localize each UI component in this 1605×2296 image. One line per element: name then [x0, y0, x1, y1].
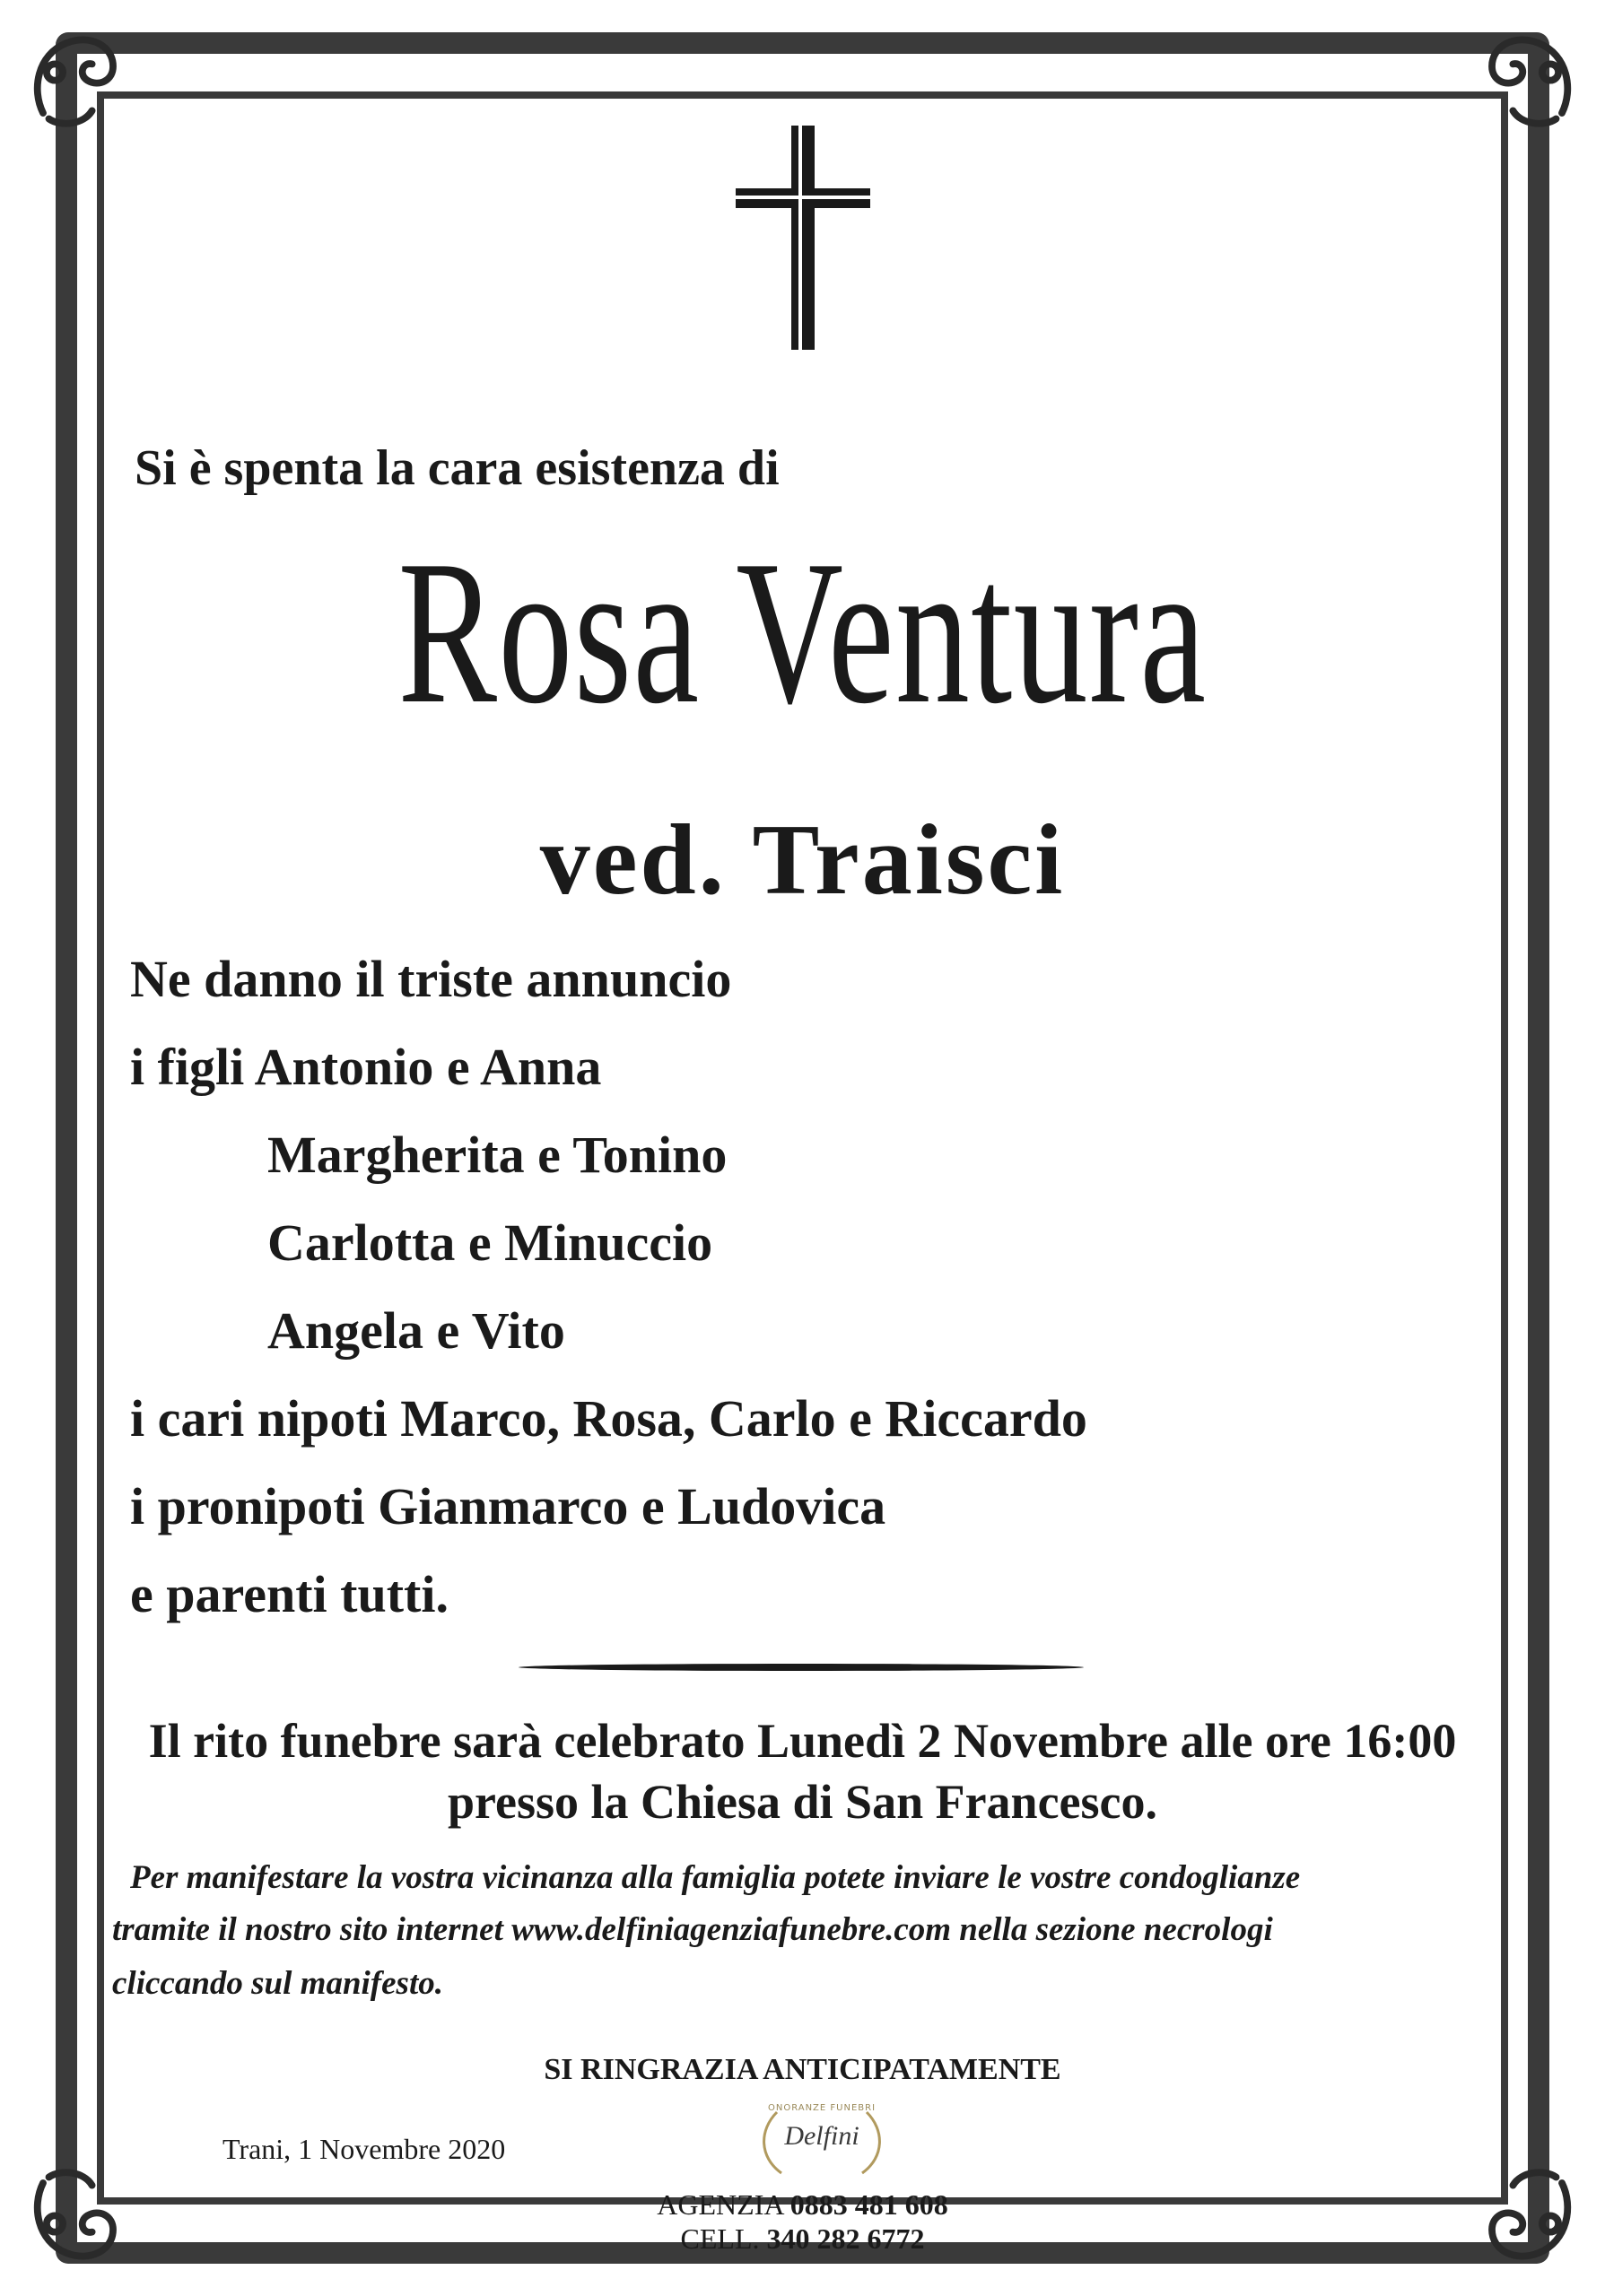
- place-date: Trani, 1 Novembre 2020: [222, 2133, 506, 2165]
- thanks-text: SI RINGRAZIA ANTICIPATAMENTE: [544, 2053, 1061, 2086]
- agency-label: AGENZIA: [657, 2188, 790, 2221]
- deceased-name: Rosa Ventura: [397, 517, 1208, 746]
- intro-text: Si è spenta la cara esistenza di: [135, 440, 780, 496]
- agency-logo: [741, 2094, 903, 2184]
- cell-phone: [0, 2222, 1605, 2256]
- condolence-note: cliccando sul manifesto.: [112, 1965, 443, 2002]
- family-line: Ne danno il triste annuncio: [130, 950, 732, 1008]
- family-line: i figli Antonio e Anna: [130, 1038, 602, 1096]
- family-line: Carlotta e Minuccio: [267, 1213, 713, 1272]
- cell-label: CELL.: [680, 2222, 767, 2255]
- condolence-note: tramite il nostro sito internet www.delfiniagenziafunebre.com nella sezione necrologi: [112, 1911, 1273, 1948]
- divider: [519, 1664, 1084, 1671]
- family-line: Margherita e Tonino: [267, 1126, 728, 1184]
- logo-top-text: ONORANZE FUNEBRI: [767, 2103, 877, 2113]
- rite-line: presso la Chiesa di San Francesco.: [447, 1775, 1158, 1829]
- widow-line: ved. Traisci: [539, 804, 1066, 916]
- family-line: Angela e Vito: [267, 1301, 565, 1360]
- logo-name: Delfini: [784, 2121, 859, 2151]
- rite-line: Il rito funebre sarà celebrato Lunedì 2 Novembre alle ore 16:00: [148, 1714, 1457, 1768]
- cross-icon: [736, 126, 870, 359]
- agency-phone: [0, 2188, 1605, 2222]
- family-line: i cari nipoti Marco, Rosa, Carlo e Riccardo: [130, 1389, 1087, 1448]
- corner-ornament-icon: [1469, 20, 1585, 136]
- agency-number: 0883 481 608: [789, 2188, 948, 2221]
- condolence-note: Per manifestare la vostra vicinanza alla famiglia potete inviare le vostre condoglianze: [130, 1859, 1301, 1896]
- family-line: e parenti tutti.: [130, 1565, 449, 1623]
- family-line: i pronipoti Gianmarco e Ludovica: [130, 1477, 886, 1535]
- corner-ornament-icon: [20, 20, 136, 136]
- cell-number: 340 282 6772: [766, 2222, 925, 2255]
